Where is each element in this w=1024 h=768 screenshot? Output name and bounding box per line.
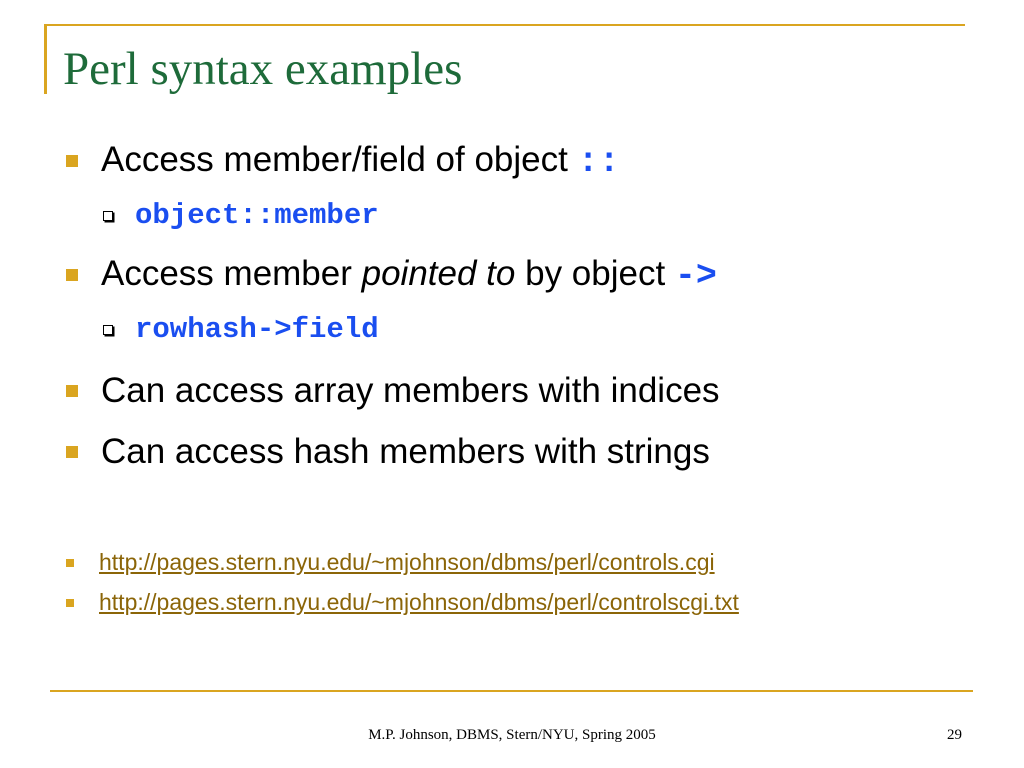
sub-bullet-object-member	[103, 201, 379, 230]
link-row-controls-cgi	[66, 551, 715, 574]
square-bullet-icon	[66, 385, 78, 397]
hollow-square-bullet-icon	[103, 325, 113, 335]
page-number: 29	[947, 727, 962, 743]
bullet-hash-members	[66, 434, 996, 469]
square-bullet-icon	[66, 155, 78, 167]
square-bullet-icon	[66, 269, 78, 281]
code-object-member: object::member	[135, 199, 379, 232]
small-square-bullet-icon	[66, 599, 74, 607]
bullet-access-pointed	[66, 256, 996, 294]
sub-bullet-rowhash-field	[103, 315, 379, 344]
footer-divider	[50, 690, 973, 692]
code-scope-operator: ::	[577, 142, 620, 182]
link-controlscgi-txt[interactable]: http://pages.stern.nyu.edu/~mjohnson/dbms/perl/controlscgi.txt	[99, 589, 739, 615]
footer-text: M.P. Johnson, DBMS, Stern/NYU, Spring 2005	[368, 727, 656, 743]
link-row-controlscgi-txt	[66, 591, 739, 614]
square-bullet-icon	[66, 446, 78, 458]
bullet-text: Access member/field of object ::	[101, 140, 620, 182]
bullet-text: Can access hash members with strings	[101, 432, 710, 471]
small-square-bullet-icon	[66, 559, 74, 567]
bullet-text: Access member pointed to by object ->	[101, 254, 717, 296]
slide-title: Perl syntax examples	[63, 43, 463, 95]
bullet-array-members	[66, 373, 996, 408]
bullet-access-member	[66, 142, 996, 180]
link-controls-cgi[interactable]: http://pages.stern.nyu.edu/~mjohnson/dbms/perl/controls.cgi	[99, 549, 715, 575]
code-rowhash-field: rowhash->field	[135, 313, 379, 346]
italic-pointed-to: pointed to	[361, 254, 516, 293]
hollow-square-bullet-icon	[103, 211, 113, 221]
bullet-text: Can access array members with indices	[101, 371, 720, 410]
code-arrow-operator: ->	[674, 256, 717, 296]
